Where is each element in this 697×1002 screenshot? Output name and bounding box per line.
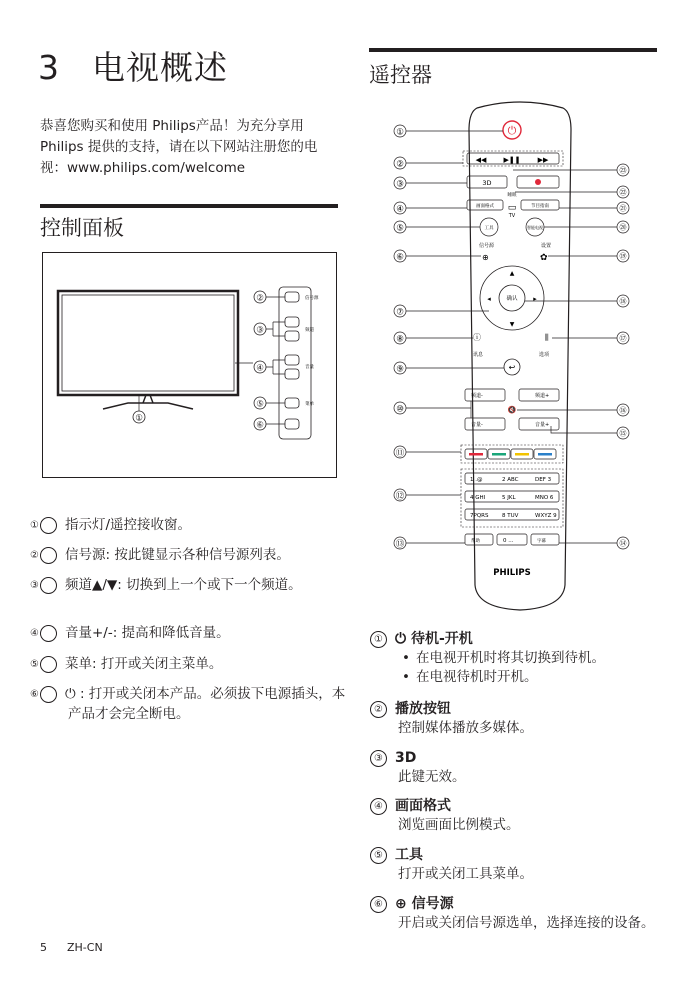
list-item: ⑥ ⏻ : 打开或关闭本产品。必须拔下电源插头，本产品才会完全断电。 [30,686,346,722]
svg-text:◀◀: ◀◀ [475,156,487,164]
section-rule [369,48,657,52]
svg-text:频道-: 频道- [471,393,483,399]
svg-text:⑯: ⑯ [619,406,627,415]
brand-logo: PHILIPS [493,568,531,578]
chapter-heading [38,42,228,89]
svg-text:音量-: 音量- [471,422,483,428]
svg-text:⑤: ⑤ [256,399,264,410]
svg-text:⏻: ⏻ [507,124,517,137]
svg-text:音量: 音量 [305,365,314,370]
chapter-number: 3 [38,48,60,87]
svg-text:字幕: 字幕 [537,539,546,544]
svg-text:5 JKL: 5 JKL [502,495,516,501]
svg-text:2 ABC: 2 ABC [502,477,519,483]
list-item: ② 信号源: 按此键显示各种信号源列表。 [30,547,290,563]
list-item: • 在电视开机时将其切换到待机。 [370,649,670,668]
svg-text:确认: 确认 [506,296,518,302]
svg-text:⑩: ⑩ [396,404,404,415]
svg-text:④: ④ [396,204,404,215]
svg-text:4 GHI: 4 GHI [470,495,486,501]
svg-text:③: ③ [256,325,264,336]
language-code: ZH-CN [67,941,103,954]
svg-text:讯息: 讯息 [473,352,484,358]
svg-text:信号源: 信号源 [305,296,319,301]
svg-text:⑫: ⑫ [395,491,405,502]
tv-screen [58,291,238,395]
svg-text:7PQRS: 7PQRS [470,513,489,519]
page-footer [40,941,123,954]
remote-title: 遥控器 [369,63,432,87]
svg-text:⑱: ⑱ [619,297,627,306]
svg-text:⫼: ⫼ [545,333,549,342]
svg-text:DEF 3: DEF 3 [535,477,552,483]
svg-text:智能电视: 智能电视 [527,225,543,230]
svg-text:▲: ▲ [509,270,515,277]
svg-text:TV: TV [508,213,516,219]
svg-text:音量+: 音量+ [535,422,550,428]
number-keys [465,473,559,545]
svg-text:㉓: ㉓ [619,166,627,175]
svg-text:🔇: 🔇 [507,406,517,414]
chapter-title: 电视概述 [92,48,228,87]
control-panel-list [30,515,346,722]
svg-text:频道: 频道 [305,328,314,333]
svg-text:⑲: ⑲ [619,252,627,261]
svg-text:①: ① [135,413,143,424]
remote-item-3: ③ 3D 此键无效。 [370,749,670,787]
svg-text:⑦: ⑦ [396,307,404,318]
svg-text:节目指南: 节目指南 [531,204,549,209]
svg-text:③: ③ [396,179,404,190]
svg-text:菜单: 菜单 [305,402,314,407]
svg-text:设置: 设置 [541,243,552,249]
svg-text:①: ① [396,127,404,138]
list-item: ③ 频道▲/▼: 切换到上一个或下一个频道。 [30,577,302,593]
svg-text:②: ② [256,293,264,304]
svg-text:⑥: ⑥ [256,420,264,431]
list-item: ④ 音量+/-: 提高和降低音量。 [30,625,230,641]
svg-text:▼: ▼ [509,321,515,328]
svg-text:⑮: ⑮ [619,429,627,438]
section-rule [40,204,338,208]
control-panel-title: 控制面板 [40,216,124,240]
tv-panel-illustration [43,253,336,477]
svg-text:▶▶: ▶▶ [537,156,549,164]
svg-text:⑪: ⑪ [395,448,405,459]
svg-text:MNO 6: MNO 6 [535,495,554,501]
svg-text:▭: ▭ [507,203,517,213]
remote-item-4: ④ 画面格式 浏览画面比例模式。 [370,797,670,835]
svg-text:⑭: ⑭ [619,539,627,548]
svg-text:帮助: 帮助 [471,539,480,544]
svg-text:㉒: ㉒ [619,188,627,197]
svg-text:⑳: ⑳ [619,223,627,232]
svg-text:㉑: ㉑ [619,204,627,213]
list-item: ① 指示灯/遥控接收窗。 [30,517,192,533]
svg-text:②: ② [396,159,404,170]
remote-illustration [385,100,645,615]
tv-stand [103,403,193,409]
svg-text:频道+: 频道+ [535,393,550,399]
svg-text:睡眠: 睡眠 [507,193,517,198]
svg-text:工具: 工具 [484,226,494,231]
svg-text:⑧: ⑧ [396,334,404,345]
svg-text:3D: 3D [482,179,492,187]
control-panel-figure [42,252,337,478]
svg-text:⑨: ⑨ [396,364,404,375]
svg-text:⑰: ⑰ [619,334,627,343]
source-key [285,292,299,302]
intro-paragraph: 恭喜您购买和使用 Philips产品！为充分享用Philips 提供的支持，请在以下网站注册您的电视：www.philips.com/welcome [40,118,318,176]
svg-text:▸: ▸ [533,295,537,303]
svg-text:✿: ✿ [540,253,548,263]
remote-item-2: ② 播放按钮 控制媒体播放多媒体。 [370,700,670,738]
svg-text:⑤: ⑤ [396,223,404,234]
remote-item-5: ⑤ 工具 打开或关闭工具菜单。 [370,846,670,884]
svg-text:8 TUV: 8 TUV [502,513,519,519]
remote-item-1: ① ⏻ 待机-开机 • 在电视开机时将其切换到待机。 • 在电视待机时开机。 [370,630,670,687]
remote-item-6: ⑥ ⊕ 信号源 开启或关闭信号源选单，选择连接的设备。 [370,895,670,933]
svg-text:1 .@: 1 .@ [470,477,483,483]
svg-text:⑥: ⑥ [396,252,404,263]
svg-text:④: ④ [256,363,264,374]
svg-text:画面格式: 画面格式 [476,204,494,209]
list-item: • 在电视待机时开机。 [370,668,670,687]
svg-text:▶❚❚: ▶❚❚ [503,156,521,164]
svg-text:0 ...: 0 ... [503,538,514,544]
svg-text:ⓘ: ⓘ [473,333,481,342]
page-number: 5 [40,941,47,954]
svg-text:⊕: ⊕ [482,253,489,262]
svg-text:↩: ↩ [508,363,516,372]
svg-text:选项: 选项 [539,352,550,358]
svg-text:信号源: 信号源 [479,243,495,249]
svg-text:WXYZ 9: WXYZ 9 [535,513,557,519]
list-item: ⑤ 菜单: 打开或关闭主菜单。 [30,656,223,672]
side-button-strip [279,287,311,439]
svg-text:⑬: ⑬ [395,539,405,550]
svg-text:◂: ◂ [487,295,491,303]
